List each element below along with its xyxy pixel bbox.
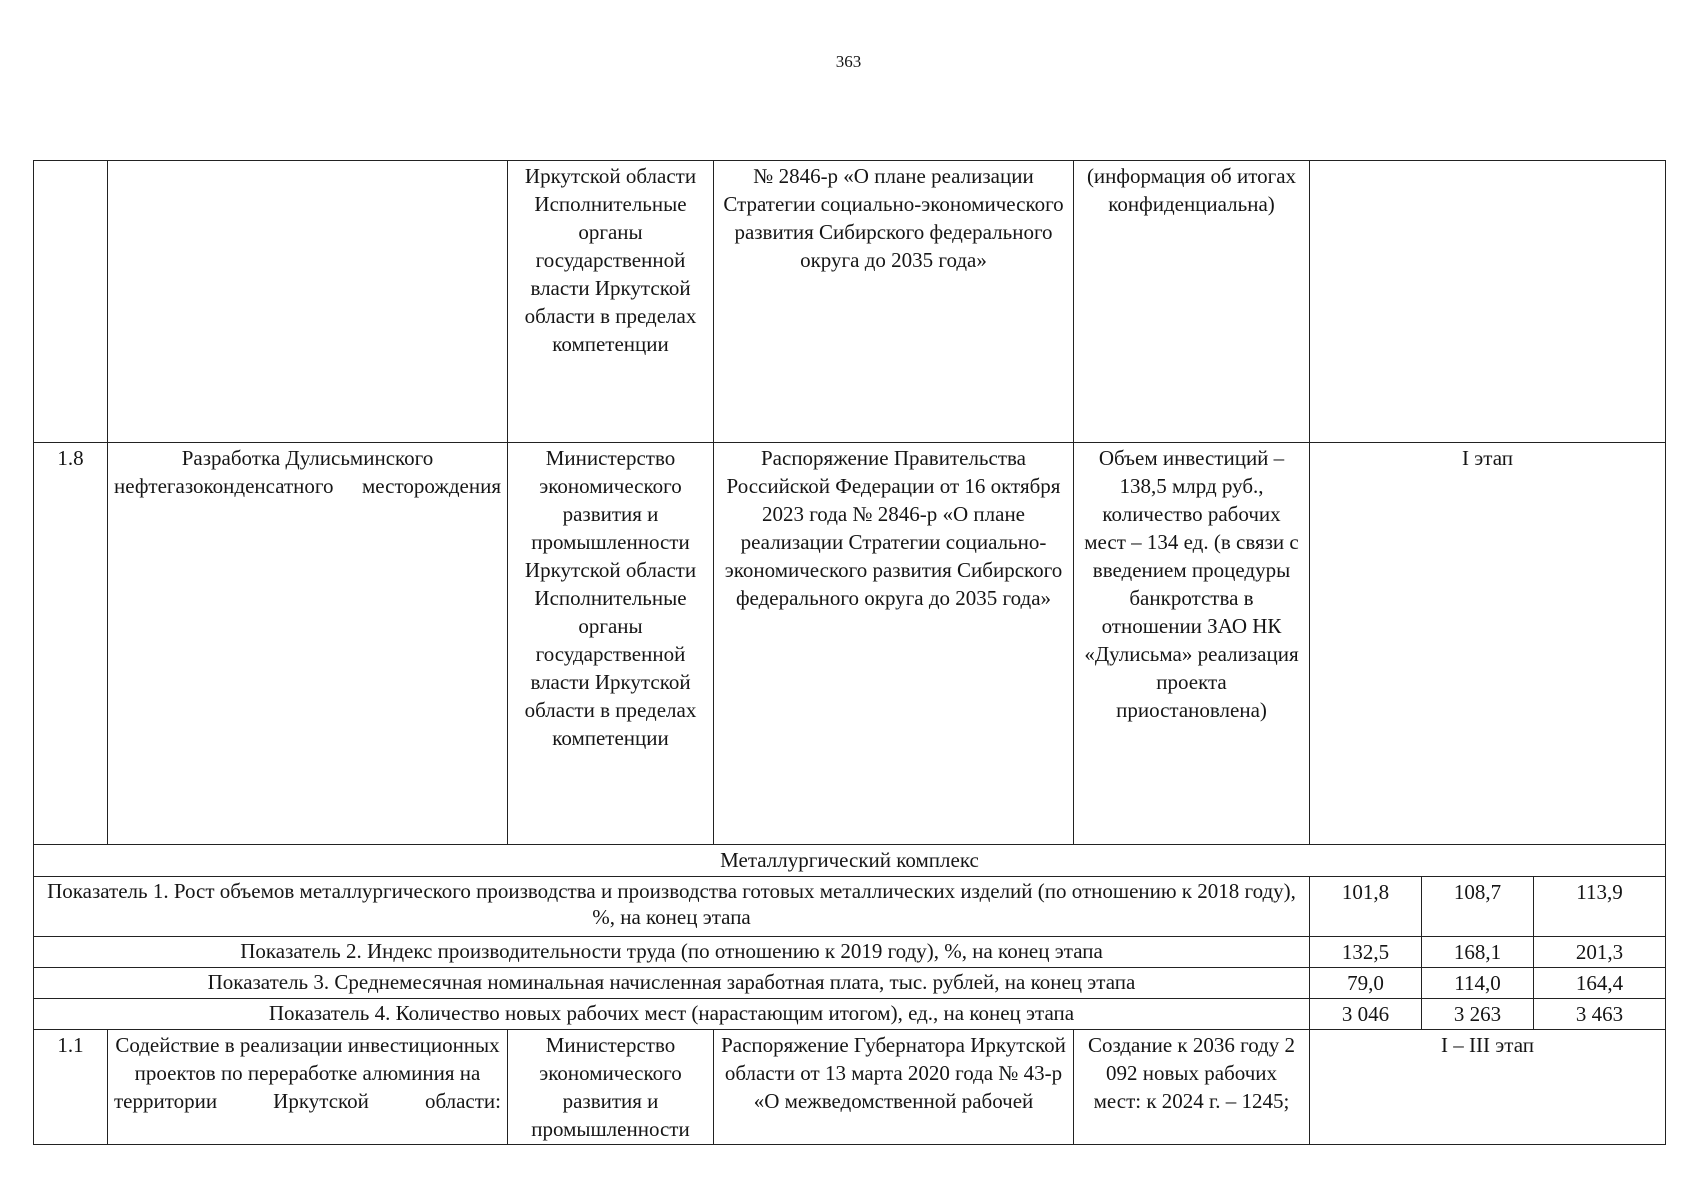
section-title: Металлургический комплекс [34, 845, 1666, 877]
cell-num: 1.1 [34, 1030, 108, 1145]
cell-name: Разработка Дулисьминского нефтегазоконденсатного месторождения [108, 443, 508, 845]
indicator-row [34, 937, 1666, 968]
cell-num: 1.8 [34, 443, 108, 845]
table-row-1-1 [34, 1030, 1666, 1145]
cell-result: (информация об итогах конфиденциальна) [1074, 161, 1310, 443]
cell-basis: № 2846-р «О плане реализации Стратегии социально-экономического развития Сибирского федерального округа до 2035 года» [714, 161, 1074, 443]
indicator-label: Показатель 4. Количество новых рабочих мест (нарастающим итогом), ед., на конец этапа [34, 999, 1310, 1030]
indicator-row [34, 999, 1666, 1030]
indicator-row [34, 877, 1666, 937]
indicator-value-stage-3: 164,4 [1534, 968, 1666, 999]
indicator-value-stage-1: 101,8 [1310, 877, 1422, 937]
cell-executor: Иркутской области Исполнительные органы государственной власти Иркутской области в пределах компетенции [508, 161, 714, 443]
table-row-continuation [34, 161, 1666, 443]
strategy-plan-table [33, 160, 1666, 1145]
indicator-value-stage-3: 3 463 [1534, 999, 1666, 1030]
indicator-value-stage-2: 168,1 [1422, 937, 1534, 968]
indicator-label: Показатель 1. Рост объемов металлургического производства и производства готовых металлических изделий (по отношению к 2018 году), %, на конец этапа [34, 877, 1310, 937]
indicator-label: Показатель 3. Среднемесячная номинальная начисленная заработная плата, тыс. рублей, на конец этапа [34, 968, 1310, 999]
indicator-value-stage-3: 201,3 [1534, 937, 1666, 968]
indicator-row [34, 968, 1666, 999]
cell-stage: I – III этап [1310, 1030, 1666, 1145]
cell-executor: Министерство экономического развития и промышленности [508, 1030, 714, 1145]
indicator-value-stage-3: 113,9 [1534, 877, 1666, 937]
section-header-row [34, 845, 1666, 877]
cell-executor: Министерство экономического развития и промышленности Иркутской области Исполнительные органы государственной власти Иркутской области в пределах компетенции [508, 443, 714, 845]
cell-stage-empty [1310, 161, 1666, 443]
indicator-value-stage-2: 3 263 [1422, 999, 1534, 1030]
indicator-value-stage-2: 114,0 [1422, 968, 1534, 999]
cell-result: Создание к 2036 году 2 092 новых рабочих мест: к 2024 г. – 1245; [1074, 1030, 1310, 1145]
indicator-label: Показатель 2. Индекс производительности труда (по отношению к 2019 году), %, на конец этапа [34, 937, 1310, 968]
indicator-value-stage-1: 79,0 [1310, 968, 1422, 999]
table-row-1-8 [34, 443, 1666, 845]
indicator-value-stage-1: 3 046 [1310, 999, 1422, 1030]
cell-result: Объем инвестиций – 138,5 млрд руб., количество рабочих мест – 134 ед. (в связи с введением процедуры банкротства в отношении ЗАО НК «Дулисьма» реализация проекта приостановлена) [1074, 443, 1310, 845]
cell-name-empty [108, 161, 508, 443]
cell-basis: Распоряжение Правительства Российской Федерации от 16 октября 2023 года № 2846-р «О плане реализации Стратегии социально-экономического развития Сибирского федерального округа до 2035 года» [714, 443, 1074, 845]
indicator-value-stage-1: 132,5 [1310, 937, 1422, 968]
cell-name: Содействие в реализации инвестиционных проектов по переработке алюминия на территории Иркутской области: [108, 1030, 508, 1145]
indicator-value-stage-2: 108,7 [1422, 877, 1534, 937]
cell-basis: Распоряжение Губернатора Иркутской области от 13 марта 2020 года № 43-р «О межведомственной рабочей [714, 1030, 1074, 1145]
page-number: 363 [835, 52, 862, 71]
cell-stage: I этап [1310, 443, 1666, 845]
cell-num-empty [34, 161, 108, 443]
